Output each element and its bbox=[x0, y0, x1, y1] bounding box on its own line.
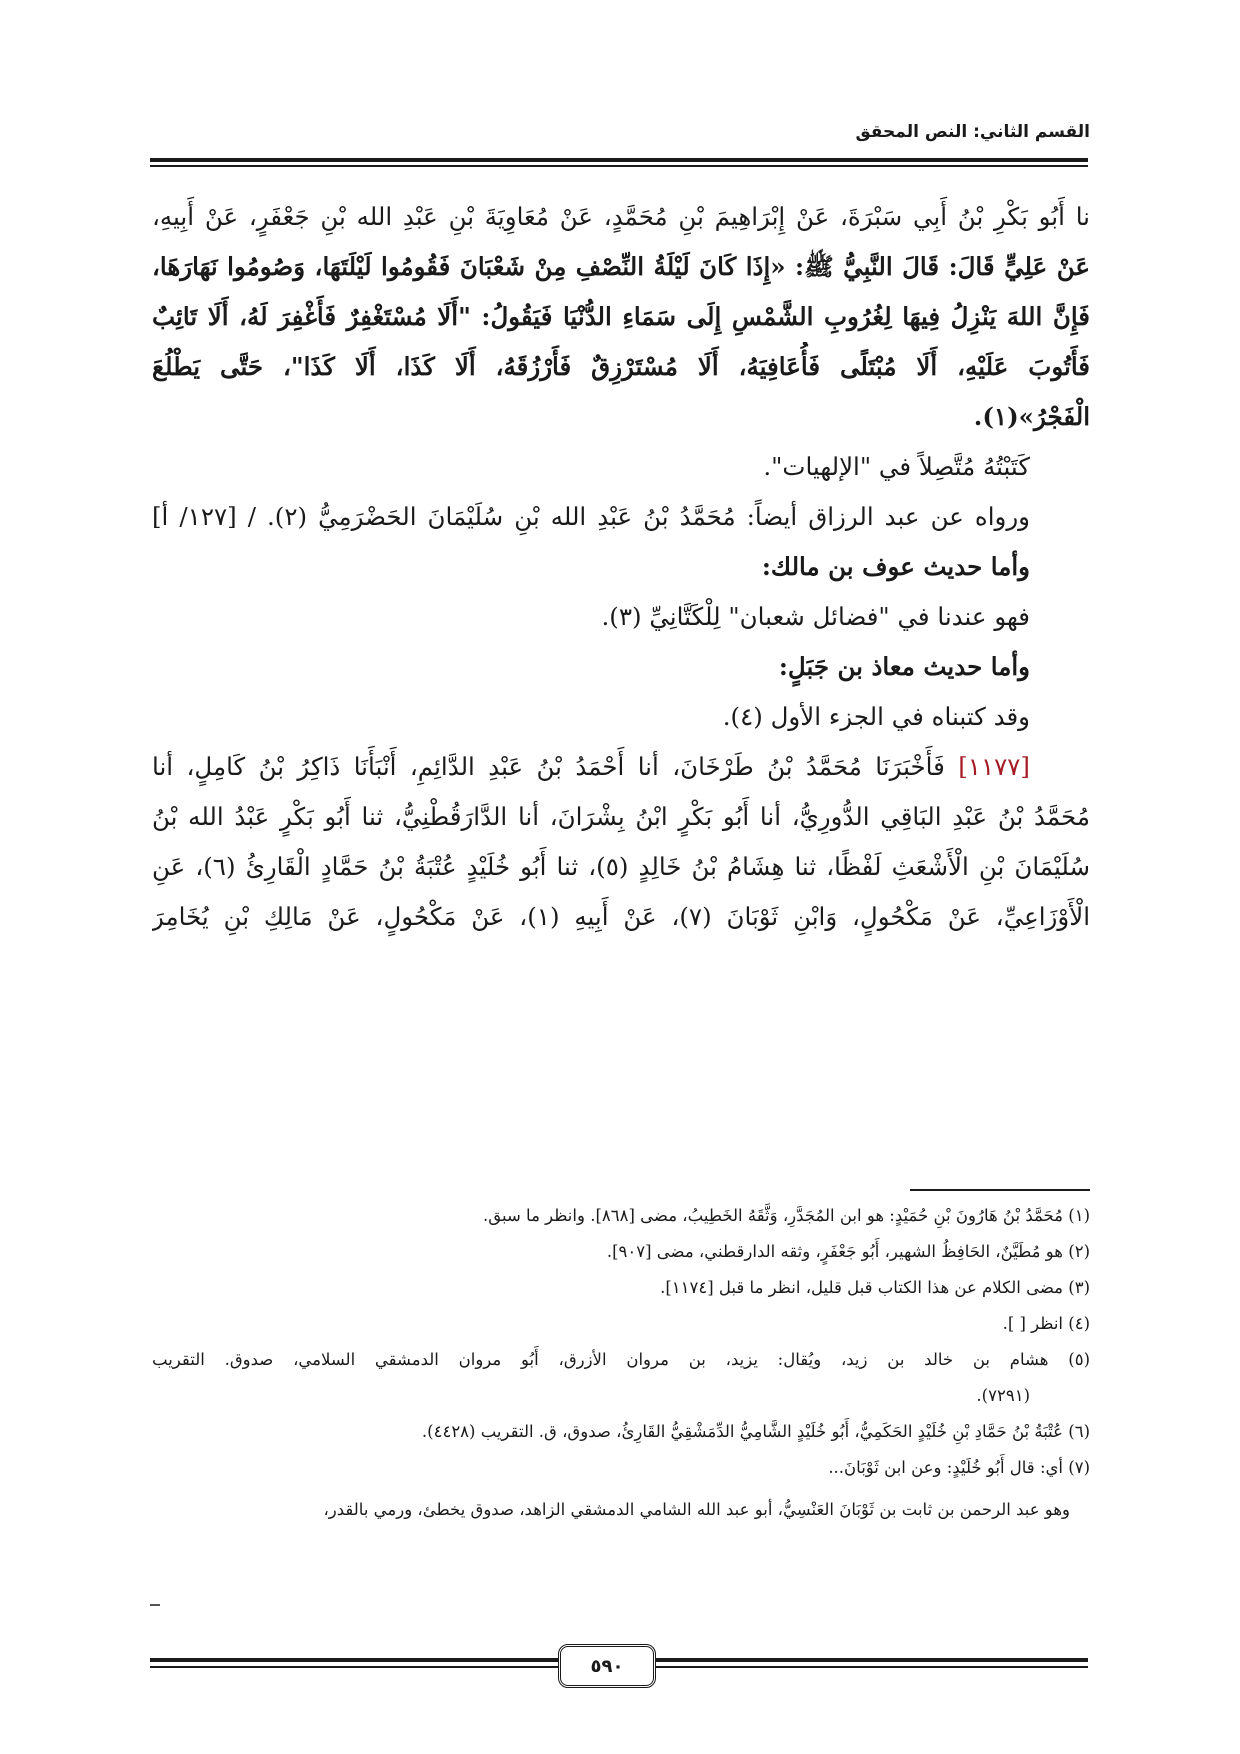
footnote: (٤) انظر [ ]. bbox=[1002, 1314, 1090, 1333]
text-line: نا أَبُو بَكْرِ بْنُ أَبِي سَبْرَةَ، عَنْ إِبْرَاهِيمَ بْنِ مُحَمَّدٍ، عَنْ مُعَاوِيَةَ بْنِ عَبْدِ الله بْنِ جَعْفَرٍ، عَنْ أَبِيهِ، bbox=[152, 202, 1090, 231]
text-line: عَنْ عَلِيٍّ قَالَ: قَالَ النَّبِيُّ ﷺ: «إِذَا كَانَ لَيْلَةُ النِّصْفِ مِنْ شَعْبَانَ فَقُومُوا لَيْلَتَهَا، وَصُومُوا نَهَارَهَا، bbox=[152, 252, 1090, 281]
footnote-separator bbox=[910, 1189, 1090, 1191]
page-number: ٥٩٠ bbox=[590, 1655, 624, 1677]
main-text bbox=[152, 192, 1090, 942]
text-line: وقد كتبناه في الجزء الأول (٤). bbox=[722, 702, 1030, 731]
page-number-box bbox=[558, 1644, 656, 1688]
text-line: كَتَبْتُهُ مُتَّصِلاً في "الإلهيات". bbox=[763, 452, 1030, 481]
footnote: (٦) عُتْبَةُ بْنُ حَمَّادِ بْنِ خُلَيْدٍ الحَكَمِيُّ، أَبُو خُلَيْدٍ الشَّامِيُّ الدِّمَشْقِيُّ القَارِئُ، صدوق، ق. التقريب (٤٤٢٨). bbox=[421, 1422, 1090, 1441]
text-line: سُلَيْمَانَ بْنِ الْأَشْعَثِ لَفْظًا، ثنا هِشَامُ بْنُ خَالِدٍ (٥)، ثنا أَبُو خُلَيْدٍ عُتْبَةُ بْنُ حَمَّادٍ الْقَارِئُ (٦)، عَنِ bbox=[152, 852, 1090, 881]
hadith-first-line bbox=[152, 742, 1090, 792]
footnote: (٢) هو مُطَيَّنٌ، الحَافِظُ الشهير، أَبُو جَعْفَرٍ، وثقه الدارقطني، مضى [٩٠٧]. bbox=[606, 1242, 1090, 1261]
section-heading: وأما حديث معاذ بن جَبَلٍ: bbox=[778, 652, 1030, 681]
text-line: فَإِنَّ اللهَ يَنْزِلُ فِيهَا لِغُرُوبِ الشَّمْسِ إِلَى سَمَاءِ الدُّنْيَا فَيَقُولُ: "أَلَا مُسْتَغْفِرٌ فَأَغْفِرَ لَهُ، أَلَا تَائِبٌ bbox=[152, 302, 1090, 331]
continuation-mark bbox=[150, 1604, 160, 1606]
text-line: فهو عندنا في "فضائل شعبان" لِلْكَتَّانِيِّ (٣). bbox=[601, 602, 1030, 631]
header-rule-thin bbox=[150, 165, 1088, 167]
footnote: (١) مُحَمَّدُ بْنُ هَارُونَ بْنِ حُمَيْدٍ: هو ابن المُجَدَّرِ، وَثَّقَهُ الخَطِيبُ، مضى [٨٦٨]. وانظر ما سبق. bbox=[483, 1206, 1090, 1225]
text-line: فَأَتُوبَ عَلَيْهِ، أَلَا مُبْتَلًى فَأُعَافِيَهُ، أَلَا مُسْتَرْزِقٌ فَأَرْزُقَهُ، أَلَا كَذَا، أَلَا كَذَا"، حَتَّى يَطْلُعَ bbox=[152, 352, 1090, 381]
footnote: (٥) هشام بن خالد بن زيد، ويُقال: يزيد، بن مروان الأزرق، أَبُو مروان الدمشقي السلامي، صدوق. التقريب bbox=[152, 1350, 1090, 1369]
footnote: (٣) مضى الكلام عن هذا الكتاب قبل قليل، انظر ما قبل [١١٧٤]. bbox=[660, 1278, 1090, 1297]
footnotes bbox=[152, 1198, 1090, 1528]
footnote: (٧) أي: قال أَبُو خُلَيْدٍ: وعن ابن ثَوْبَانَ... bbox=[828, 1458, 1090, 1477]
hadith-number: [١١٧٧] bbox=[958, 752, 1030, 781]
text-line: الْأَوْزَاعِيِّ، عَنْ مَكْحُولٍ، وَابْنِ ثَوْبَانَ (٧)، عَنْ أَبِيهِ (١)، عَنْ مَكْحُولٍ، عَنْ مَالِكِ بْنِ يُخَامِرَ bbox=[152, 902, 1090, 931]
text-line: مُحَمَّدُ بْنُ عَبْدِ البَاقِي الدُّورِيُّ، أنا أَبُو بَكْرٍ ابْنُ بِشْرَانَ، أنا الدَّارَقُطْنِيُّ، ثنا أَبُو بَكْرٍ عَبْدُ الله بْنُ bbox=[152, 802, 1090, 831]
text-line: ورواه عن عبد الرزاق أيضاً: مُحَمَّدُ بْنُ عَبْدِ الله بْنِ سُلَيْمَانَ الحَضْرَمِيُّ (٢). / [١٢٧/ أ] bbox=[152, 502, 1030, 531]
header-rule-thick bbox=[150, 158, 1088, 162]
running-head: القسم الثاني: النص المحقق bbox=[855, 122, 1090, 142]
hadith-text: فَأَخْبَرَنَا مُحَمَّدُ بْنُ طَرْخَانَ، أنا أَحْمَدُ بْنُ عَبْدِ الدَّائِمِ، أَنْبَأَنَا ذَاكِرُ بْنُ كَامِلٍ، أنا bbox=[152, 752, 945, 781]
footnote-continuation: (٧٢٩١). bbox=[976, 1386, 1030, 1405]
section-heading: وأما حديث عوف بن مالك: bbox=[761, 552, 1030, 581]
text-line: الْفَجْرُ»(١). bbox=[973, 402, 1090, 431]
footnote-continuation: وهو عبد الرحمن بن ثابت بن ثَوْبَانَ العَنْسِيُّ، أبو عبد الله الشامي الدمشقي الزاهد، صدوق يخطئ، ورمي بالقدر، bbox=[323, 1500, 1070, 1519]
